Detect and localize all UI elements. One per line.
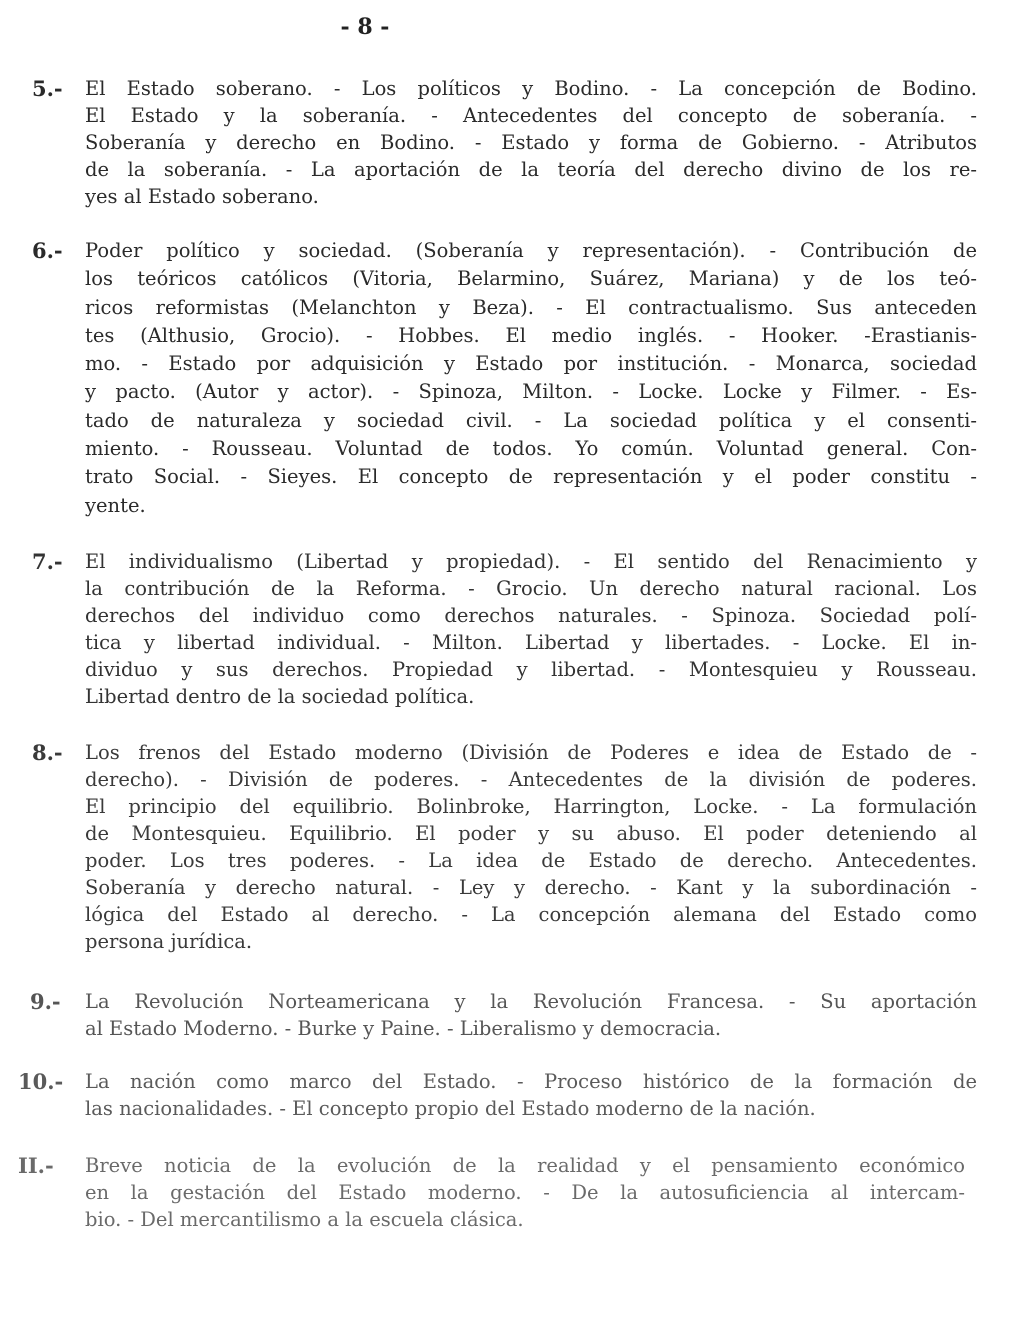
text-line: trato Social. - Sieyes. El concepto de representación y el poder constitu - [85,465,977,489]
item-text [85,988,977,1042]
text-line: El individualismo (Libertad y propiedad). - El sentido del Renacimiento y [85,550,977,573]
text-line: Libertad dentro de la sociedad política. [85,685,475,708]
item-text [85,1068,977,1122]
text-line: El Estado soberano. - Los políticos y Bodino. - La concepción de Bodino. [85,77,977,100]
item-number: 7.- [32,549,63,574]
text-line: al Estado Moderno. - Burke y Paine. - Liberalismo y democracia. [85,1017,722,1040]
item-number: 6.- [32,238,63,263]
text-line: tes (Althusio, Grocio). - Hobbes. El medio inglés. - Hooker. -Erastianis- [85,323,977,347]
text-line: de Montesquieu. Equilibrio. El poder y su abuso. El poder deteniendo al [85,822,977,845]
page-number: - 8 - [340,14,390,40]
text-line: Breve noticia de la evolución de la realidad y el pensamiento económico [85,1154,965,1177]
text-line: Soberanía y derecho natural. - Ley y derecho. - Kant y la subordinación - [85,876,977,899]
text-line: Los frenos del Estado moderno (División de Poderes e idea de Estado de - [85,741,977,764]
text-line: poder. Los tres poderes. - La idea de Estado de derecho. Antecedentes. [85,849,977,872]
item-number: 10.- [18,1069,64,1094]
text-line: los teóricos católicos (Vitoria, Belarmino, Suárez, Mariana) y de los teó- [85,267,977,291]
text-line: La Revolución Norteamericana y la Revolución Francesa. - Su aportación [85,990,977,1013]
text-line: mo. - Estado por adquisición y Estado por institución. - Monarca, sociedad [85,352,977,376]
text-line: Poder político y sociedad. (Soberanía y representación). - Contribución de [85,239,977,262]
text-line: El principio del equilibrio. Bolinbroke, Harrington, Locke. - La formulación [85,795,977,818]
text-line: Soberanía y derecho en Bodino. - Estado y forma de Gobierno. - Atributos [85,131,977,154]
text-line: lógica del Estado al derecho. - La concepción alemana del Estado como [85,903,977,926]
item-text [85,548,977,710]
item-text [85,739,977,955]
text-line: las nacionalidades. - El concepto propio del Estado moderno de la nación. [85,1097,816,1120]
text-line: derechos del individuo como derechos naturales. - Spinoza. Sociedad polí- [85,604,977,627]
text-line: miento. - Rousseau. Voluntad de todos. Yo común. Voluntad general. Con- [85,437,977,461]
text-line: de la soberanía. - La aportación de la teoría del derecho divino de los re- [85,158,977,181]
text-line: yente. [85,493,146,517]
text-line: La nación como marco del Estado. - Proceso histórico de la formación de [85,1070,977,1093]
text-line: bio. - Del mercantilismo a la escuela clásica. [85,1208,524,1231]
item-number: 9.- [30,989,61,1014]
item-number: 5.- [32,76,63,101]
text-line: yes al Estado soberano. [85,185,319,208]
text-line: tado de naturaleza y sociedad civil. - La sociedad política y el consenti- [85,408,977,432]
item-number: II.- [18,1153,54,1178]
text-line: tica y libertad individual. - Milton. Libertad y libertades. - Locke. El in- [85,631,977,654]
text-line: ricos reformistas (Melanchton y Beza). - El contractualismo. Sus anteceden [85,295,977,319]
text-line: la contribución de la Reforma. - Grocio. Un derecho natural racional. Los [85,577,977,600]
text-line: dividuo y sus derechos. Propiedad y libertad. - Montesquieu y Rousseau. [85,658,977,681]
item-number: 8.- [32,740,63,765]
text-line: derecho). - División de poderes. - Antecedentes de la división de poderes. [85,768,977,791]
text-line: El Estado y la soberanía. - Antecedentes del concepto de soberanía. - [85,104,977,127]
item-text [85,237,977,520]
text-line: persona jurídica. [85,930,253,953]
text-line: en la gestación del Estado moderno. - De la autosuficiencia al intercam- [85,1181,965,1204]
item-text [85,1152,965,1233]
text-line: y pacto. (Autor y actor). - Spinoza, Milton. - Locke. Locke y Filmer. - Es- [85,380,977,404]
item-text [85,75,977,210]
